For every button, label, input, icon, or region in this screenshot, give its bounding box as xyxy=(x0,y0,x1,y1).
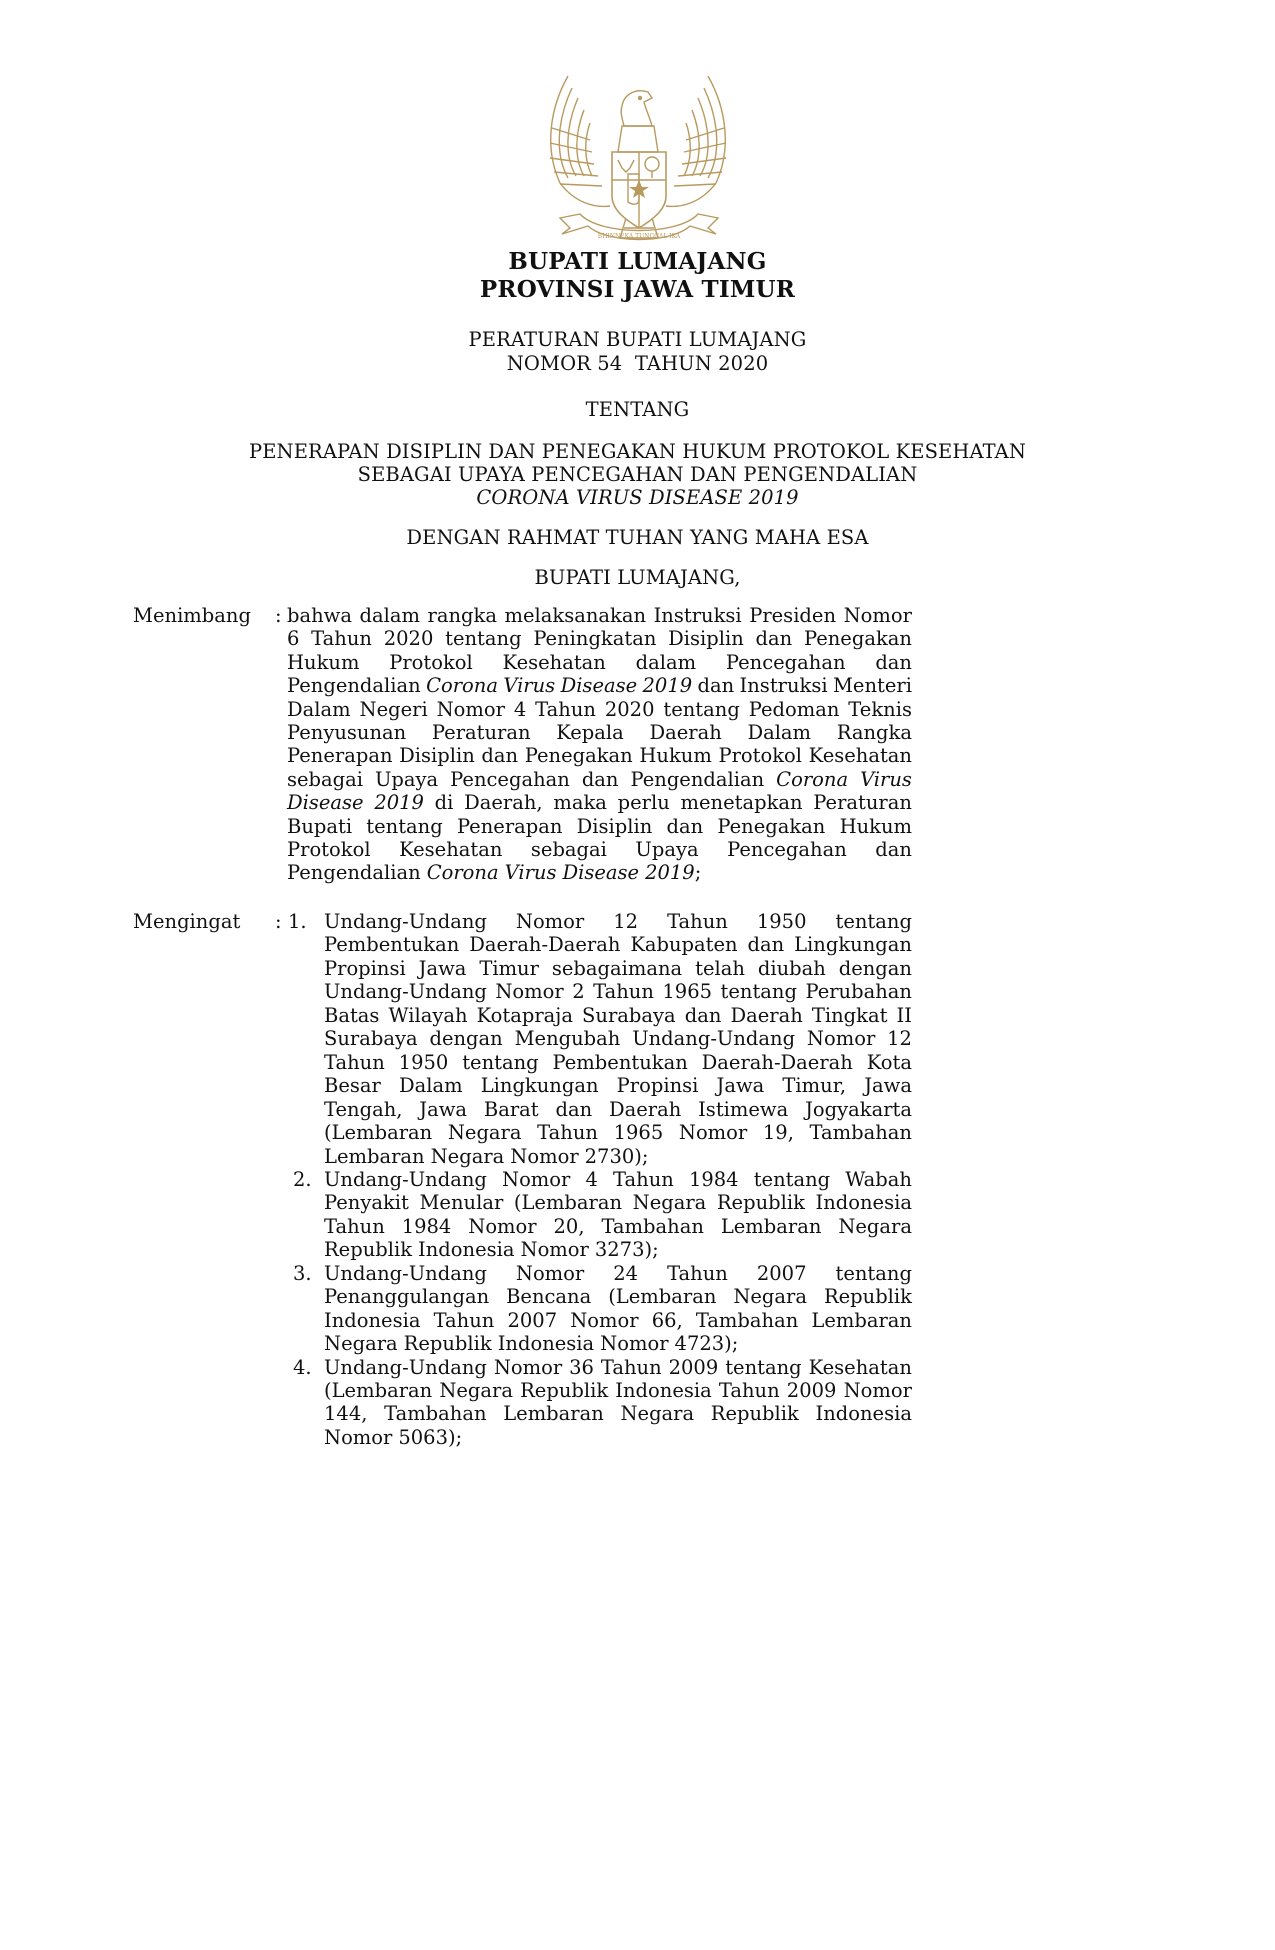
list-item-line xyxy=(324,933,912,957)
word: 144, xyxy=(324,1402,368,1426)
word: bahwa xyxy=(287,604,352,627)
blessing: DENGAN RAHMAT TUHAN YANG MAHA ESA xyxy=(406,526,869,549)
list-item-line xyxy=(324,1426,912,1450)
word: Republik xyxy=(520,1379,609,1402)
word: Daerah-Daerah xyxy=(469,933,621,957)
word: dan xyxy=(697,674,735,698)
word: (Lembaran xyxy=(324,1121,433,1145)
word: Pembentukan xyxy=(324,933,460,957)
word: dan xyxy=(555,1097,593,1121)
word: Dalam xyxy=(398,1074,463,1098)
word: 5063); xyxy=(398,1425,463,1449)
word: dengan xyxy=(838,956,912,980)
list-item-line xyxy=(324,1145,912,1169)
word: 4 xyxy=(513,697,527,721)
word: dengan xyxy=(429,1027,503,1051)
list-item-line xyxy=(324,1191,912,1215)
word: Undang-Undang xyxy=(632,1027,796,1051)
word: dalam xyxy=(635,650,697,674)
word: Kesehatan xyxy=(808,1355,912,1379)
list-item-line xyxy=(324,1121,912,1145)
word: Nomor xyxy=(678,1121,748,1145)
word: Tahun xyxy=(433,1308,495,1332)
mengingat-colon: : xyxy=(275,910,282,933)
word: Nomor xyxy=(468,1214,537,1238)
menimbang-label: Menimbang xyxy=(133,604,251,627)
word: Tahun xyxy=(324,1214,385,1238)
word: Daerah xyxy=(608,1097,682,1121)
word: Peraturan xyxy=(813,791,912,815)
word: 1965 xyxy=(613,1121,664,1145)
word: Nomor xyxy=(843,1379,912,1402)
word: Surabaya xyxy=(324,1027,418,1051)
word: tentang xyxy=(366,814,443,838)
word: tentang xyxy=(720,980,797,1004)
word: Pencegahan xyxy=(727,838,847,861)
header-line-2: PROVINSI JAWA TIMUR xyxy=(479,276,796,303)
word: Besar xyxy=(324,1074,381,1098)
word: Indonesia xyxy=(615,1379,712,1402)
word: Rangka xyxy=(836,721,912,744)
list-item-line xyxy=(324,1285,912,1309)
word: Negara xyxy=(439,1379,513,1402)
word: Dalam xyxy=(747,721,812,744)
word: Propinsi xyxy=(324,956,406,980)
word: Negara xyxy=(324,1332,398,1356)
svg-text:BHINNEKA TUNGGAL IKA: BHINNEKA TUNGGAL IKA xyxy=(597,233,681,240)
word: Republik xyxy=(324,1238,413,1262)
list-item-line xyxy=(324,1051,912,1075)
word: Republik xyxy=(716,1191,805,1215)
regulation-type: PERATURAN BUPATI LUMAJANG xyxy=(468,328,807,351)
word: 2019 xyxy=(374,791,424,815)
word: Penyusunan xyxy=(287,721,407,744)
word: diubah xyxy=(757,956,826,980)
word: 2007 xyxy=(756,1261,807,1285)
word: Nomor xyxy=(600,1332,669,1356)
word: 2020 xyxy=(383,627,434,651)
regulation-title-line-1: PENERAPAN DISIPLIN DAN PENEGAKAN HUKUM PROTOKOL KESEHATAN xyxy=(248,440,1026,463)
list-item-line xyxy=(324,1098,912,1122)
word: Nomor xyxy=(570,1308,639,1332)
menimbang-line xyxy=(287,627,912,651)
word: Menteri xyxy=(832,674,912,698)
word: Dalam xyxy=(287,697,351,721)
word: Virus xyxy=(503,674,556,698)
word: Tahun xyxy=(324,1050,385,1074)
word: Kesehatan xyxy=(502,650,606,674)
menimbang-line xyxy=(287,838,912,862)
word: Perubahan xyxy=(805,980,912,1004)
word: Negara xyxy=(620,1402,695,1426)
word: Negara xyxy=(838,1214,912,1238)
word: Corona xyxy=(426,861,499,885)
word: Barat xyxy=(483,1097,539,1121)
word: Batas xyxy=(324,1003,380,1027)
word: Tambahan xyxy=(601,1214,704,1238)
word: Lembaran xyxy=(811,1308,912,1332)
word: 1984 xyxy=(688,1167,739,1191)
header-line-1: BUPATI LUMAJANG xyxy=(508,248,767,275)
word: Kabupaten xyxy=(630,933,738,957)
word: tentang xyxy=(445,627,522,651)
word: dan xyxy=(755,627,793,651)
word: Negara xyxy=(632,1191,707,1215)
word: Nomor xyxy=(436,697,505,721)
word: Pengendalian xyxy=(287,674,421,698)
list-item-line xyxy=(324,1074,912,1098)
regulation-title-line-2: SEBAGAI UPAYA PENCEGAHAN DAN PENGENDALIAN xyxy=(357,463,918,486)
word: 1965 xyxy=(662,980,713,1004)
regulation-title-line-3: CORONA VIRUS DISEASE 2019 xyxy=(476,486,799,509)
word: tentang xyxy=(725,1355,802,1379)
word: di xyxy=(434,791,454,815)
word: Penerapan xyxy=(287,744,393,768)
word: Penyakit xyxy=(324,1191,409,1215)
list-item-line xyxy=(324,1332,912,1356)
word: 1950 xyxy=(756,910,807,933)
word: Hukum xyxy=(639,744,712,768)
word: (Lembaran xyxy=(324,1379,433,1402)
word: Pengendalian xyxy=(630,767,765,791)
word: Nomor xyxy=(493,1355,563,1379)
word: Pedoman xyxy=(748,697,840,721)
word: Daerah, xyxy=(464,791,543,815)
word: Undang-Undang xyxy=(324,1167,487,1191)
word: Tahun xyxy=(600,1355,662,1379)
word: Pengendalian xyxy=(287,861,421,885)
word: dan xyxy=(481,744,519,768)
word: Virus xyxy=(504,861,557,885)
word: Upaya xyxy=(635,838,699,861)
word: Protokol xyxy=(287,838,371,861)
word: Tahun xyxy=(535,697,596,721)
word: Protokol xyxy=(718,744,803,768)
list-item-line xyxy=(324,1309,912,1333)
word: sebagai xyxy=(530,838,607,861)
word: Disease xyxy=(560,674,638,698)
word: Negara xyxy=(430,1144,505,1168)
word: Daerah xyxy=(649,721,722,744)
word: Peningkatan xyxy=(533,627,657,651)
word: Corona xyxy=(426,674,498,698)
word: Indonesia xyxy=(324,1308,421,1332)
word: Jogyakarta xyxy=(805,1097,912,1121)
word: Tahun xyxy=(537,1121,598,1145)
word: Kesehatan xyxy=(808,744,912,768)
list-item-number: 4. xyxy=(293,1355,312,1379)
menimbang-line xyxy=(287,698,912,722)
word: 2 xyxy=(572,980,585,1004)
word: Virus xyxy=(860,767,912,791)
list-item-line xyxy=(324,980,912,1004)
list-item-line xyxy=(324,1168,912,1192)
menimbang-line xyxy=(287,815,912,839)
menimbang-line xyxy=(287,604,912,628)
word: Nomor xyxy=(520,1238,589,1262)
word: rangka xyxy=(427,604,497,627)
word: 19, xyxy=(762,1121,794,1145)
word: Tingkat xyxy=(811,1003,888,1027)
word: Surabaya xyxy=(582,1003,676,1027)
word: Tahun xyxy=(593,980,654,1004)
word: Penegakan xyxy=(524,744,633,768)
word: dan xyxy=(666,814,704,838)
issuer: BUPATI LUMAJANG, xyxy=(534,566,741,589)
word: Indonesia xyxy=(815,1191,912,1215)
word: Republik xyxy=(710,1402,799,1426)
word: Jawa xyxy=(418,956,467,980)
word: Disiplin xyxy=(668,627,744,651)
word: dalam xyxy=(359,604,420,627)
word: Nomor xyxy=(515,910,585,933)
word: 3273); xyxy=(594,1238,659,1262)
word: Wilayah xyxy=(388,1003,468,1027)
word: dan xyxy=(875,838,912,861)
word: telah xyxy=(695,956,745,980)
word: Negara xyxy=(733,1285,807,1309)
word: Undang-Undang xyxy=(324,980,487,1004)
word: Disiplin xyxy=(399,744,475,768)
word: 4723); xyxy=(674,1332,739,1356)
word: Undang-Undang xyxy=(324,1261,487,1285)
word: 24 xyxy=(613,1261,639,1285)
word: Timur, xyxy=(782,1074,847,1098)
word: dan xyxy=(684,1003,722,1027)
word: Negeri xyxy=(359,697,428,721)
word: Hukum xyxy=(839,814,912,838)
word: Daerah-Daerah xyxy=(701,1050,853,1074)
word: Daerah xyxy=(730,1003,803,1027)
word: Pembentukan xyxy=(552,1050,688,1074)
word: menetapkan xyxy=(680,791,803,815)
word: Tambahan xyxy=(384,1402,487,1426)
word: Indonesia xyxy=(418,1238,515,1262)
word: perlu xyxy=(617,791,670,815)
word: 2009 xyxy=(668,1355,719,1379)
word: 4 xyxy=(585,1167,598,1191)
word: Kesehatan xyxy=(399,838,503,861)
list-item-line xyxy=(324,1356,912,1380)
word: 2007 xyxy=(507,1308,558,1332)
word: 12 xyxy=(887,1027,912,1051)
word: Undang-Undang xyxy=(324,910,487,933)
word: tentang xyxy=(835,1261,912,1285)
menimbang-line xyxy=(287,791,912,815)
word: 66, xyxy=(651,1308,683,1332)
word: Tambahan xyxy=(695,1308,799,1332)
word: Instruksi xyxy=(653,604,742,627)
word: Penegakan xyxy=(803,627,912,651)
word: Nomor xyxy=(515,1261,585,1285)
menimbang-line xyxy=(287,721,912,745)
list-item-line xyxy=(324,1379,912,1403)
word: 20, xyxy=(553,1214,585,1238)
menimbang-line xyxy=(287,768,912,792)
word: Penerapan xyxy=(456,814,563,838)
list-item-line xyxy=(324,1262,912,1286)
list-item-line xyxy=(324,1238,912,1262)
word: Republik xyxy=(403,1332,492,1356)
list-item-number: 3. xyxy=(293,1261,312,1285)
word: Jawa xyxy=(864,1074,912,1098)
word: Peraturan xyxy=(431,721,531,744)
word: Indonesia xyxy=(497,1332,595,1356)
word: Bupati xyxy=(287,814,353,838)
list-item-line xyxy=(324,1402,912,1426)
word: Pencegahan xyxy=(725,650,846,674)
word: Tahun xyxy=(667,910,728,933)
word: (Lembaran xyxy=(513,1191,623,1215)
list-item-number: 2. xyxy=(293,1167,312,1191)
word: Kepala xyxy=(556,721,624,744)
word: Lembaran xyxy=(324,1144,425,1168)
menimbang-line xyxy=(287,861,912,885)
menimbang-line xyxy=(287,744,912,768)
word: Hukum xyxy=(287,650,360,674)
word: (Lembaran xyxy=(608,1285,717,1309)
word: Jawa xyxy=(716,1074,765,1098)
menimbang-colon: : xyxy=(275,604,282,627)
word: Indonesia xyxy=(815,1402,912,1426)
word: Bencana xyxy=(506,1285,592,1309)
menimbang-line xyxy=(287,674,912,698)
word: Tambahan xyxy=(809,1121,912,1145)
word: Lembaran xyxy=(720,1214,822,1238)
word: Tengah, xyxy=(324,1097,403,1121)
word: Menular xyxy=(419,1191,504,1215)
garuda-emblem-icon xyxy=(540,68,736,250)
word: dan xyxy=(875,650,912,674)
word: Lingkungan xyxy=(794,933,912,957)
word: Disease xyxy=(287,791,364,815)
word: Protokol xyxy=(389,650,473,674)
word: sebagai xyxy=(287,767,364,791)
word: dan xyxy=(747,933,785,957)
word: 2019; xyxy=(645,861,702,885)
word: Nomor xyxy=(806,1027,876,1051)
word: Wabah xyxy=(845,1167,912,1191)
word: Nomor xyxy=(510,1144,579,1168)
word: Nomor xyxy=(502,1167,571,1191)
word: Tahun xyxy=(613,1167,674,1191)
word: tentang xyxy=(753,1167,831,1191)
word: Nomor xyxy=(495,980,564,1004)
word: Presiden xyxy=(749,604,837,627)
list-item-number: 1. xyxy=(288,910,307,933)
word: Upaya xyxy=(375,767,439,791)
word: dan xyxy=(581,767,619,791)
word: Tahun xyxy=(718,1379,780,1402)
word: Undang-Undang xyxy=(324,1355,487,1379)
word: melaksanakan xyxy=(504,604,647,627)
list-item-line xyxy=(324,957,912,981)
mengingat-label: Mengingat xyxy=(133,910,241,933)
word: 36 xyxy=(569,1355,594,1379)
word: Pencegahan xyxy=(450,767,570,791)
word: 1950 xyxy=(398,1050,449,1074)
word: Teknis xyxy=(848,697,912,721)
word: Propinsi xyxy=(616,1074,699,1098)
regulation-number: NOMOR 54 TAHUN 2020 xyxy=(506,352,769,375)
word: Penanggulangan xyxy=(324,1285,490,1309)
word: Negara xyxy=(447,1121,522,1145)
list-item-line xyxy=(324,1215,912,1239)
menimbang-line xyxy=(287,651,912,675)
word: Timur xyxy=(479,956,539,980)
word: Mengubah xyxy=(514,1027,621,1051)
word: 2009 xyxy=(786,1379,837,1402)
word: 2019 xyxy=(642,674,693,698)
word: Penegakan xyxy=(717,814,826,838)
word: Istimewa xyxy=(698,1097,789,1121)
word: Disiplin xyxy=(576,814,653,838)
word: Nomor xyxy=(843,604,912,627)
word: Kotapraja xyxy=(476,1003,573,1027)
word: Republik xyxy=(823,1285,912,1309)
word: Tahun xyxy=(311,627,372,651)
word: 1984 xyxy=(401,1214,452,1238)
word: 6 xyxy=(287,627,300,651)
word: tentang xyxy=(462,1050,539,1074)
word: 12 xyxy=(613,910,639,933)
word: Instruksi xyxy=(739,674,828,698)
word: sebagaimana xyxy=(551,956,683,980)
regulation-about: TENTANG xyxy=(585,398,690,421)
word: Lembaran xyxy=(503,1402,604,1426)
word: Disease xyxy=(562,861,640,885)
list-item-line xyxy=(324,1004,912,1028)
word: II xyxy=(896,1003,912,1027)
word: tentang xyxy=(835,910,912,933)
list-item-line xyxy=(324,1027,912,1051)
word: maka xyxy=(553,791,607,815)
word: Tahun xyxy=(667,1261,728,1285)
word: Corona xyxy=(776,767,849,791)
word: 2730); xyxy=(584,1144,649,1168)
list-item-line xyxy=(324,910,912,934)
word: Jawa xyxy=(419,1097,468,1121)
word: tentang xyxy=(663,697,740,721)
word: Nomor xyxy=(324,1425,393,1449)
word: Kota xyxy=(866,1050,912,1074)
word: 2020 xyxy=(604,697,655,721)
word: Lingkungan xyxy=(480,1074,599,1098)
